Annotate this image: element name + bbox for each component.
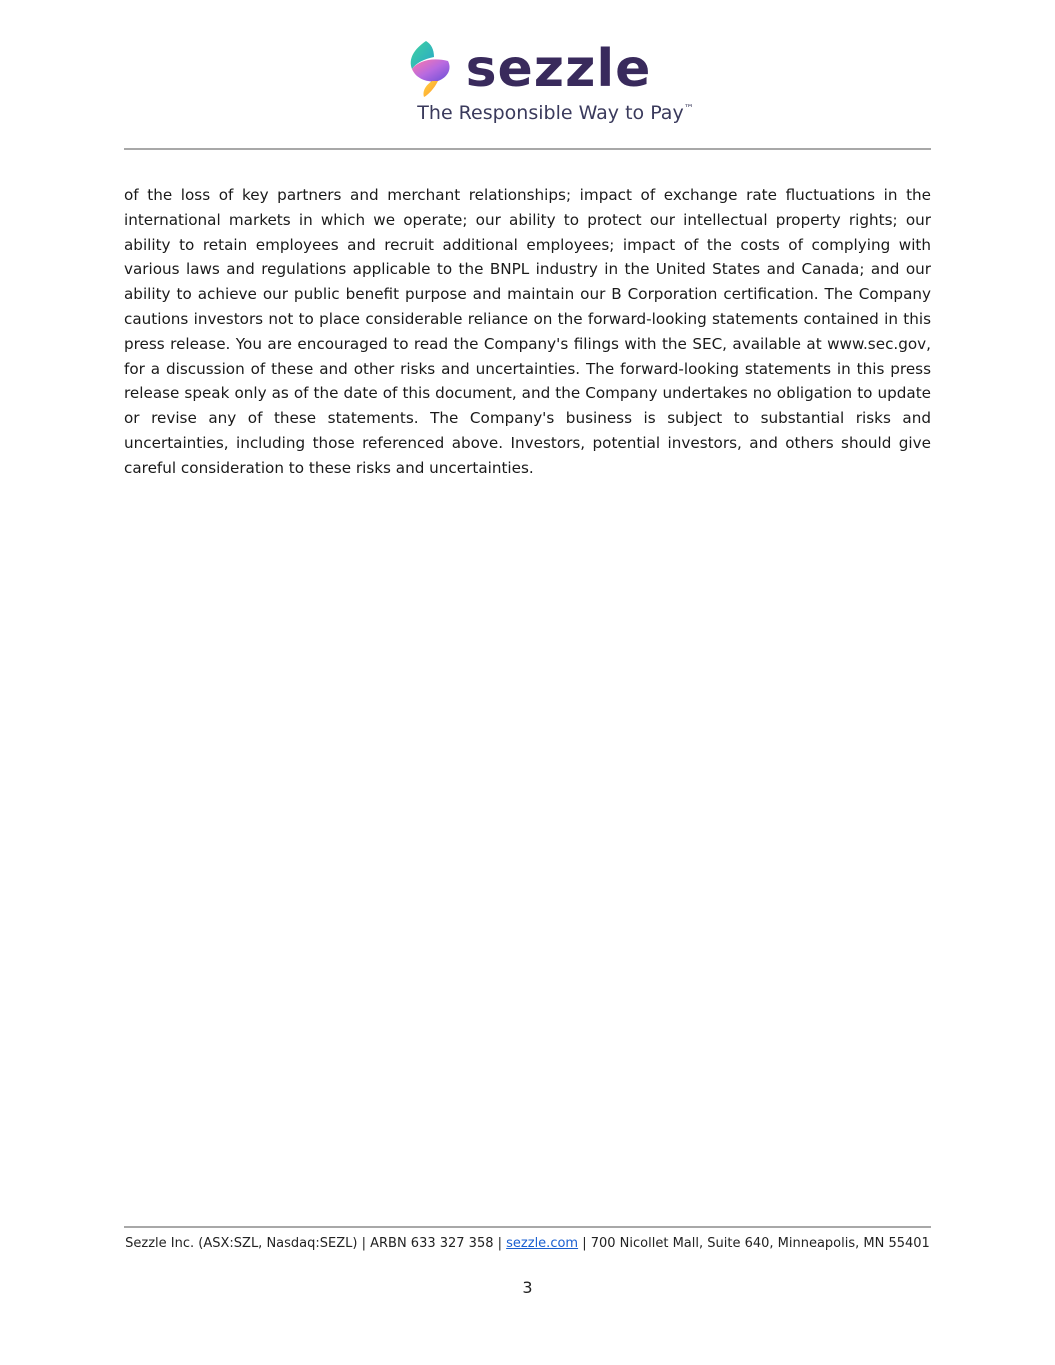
header-divider [124, 148, 931, 150]
footer-website-link[interactable]: sezzle.com [506, 1236, 579, 1251]
footer [124, 1236, 931, 1251]
sezzle-leaf-icon [404, 39, 456, 99]
footer-suffix: | 700 Nicollet Mall, Suite 640, Minneapolis, MN 55401 [578, 1236, 930, 1251]
page-header [0, 38, 1055, 124]
tagline-text: The Responsible Way to Pay [417, 102, 684, 124]
footer-divider [124, 1226, 931, 1228]
logo [0, 38, 1055, 100]
footer-prefix: Sezzle Inc. (ASX:SZL, Nasdaq:SEZL) | ARBN 633 327 358 | [125, 1236, 507, 1251]
page-number: 3 [522, 1278, 533, 1297]
brand-wordmark: sezzle [465, 39, 652, 99]
tagline [0, 102, 1055, 124]
body-paragraph: of the loss of key partners and merchant relationships; impact of exchange rate fluctuations in the international markets in which we operate; our ability to protect our intellectual property rights; our ability to retain employees and recruit additional employees; impact of the costs of complying with various laws and regulations applicable to the BNPL industry in the United States and Canada; and our ability to achieve our public benefit purpose and maintain our B Corporation certification. The Company cautions investors not to place considerable reliance on the forward-looking statements contained in this press release. You are encouraged to read the Company's filings with the SEC, available at www.sec.gov, for a discussion of these and other risks and uncertainties. The forward-looking statements in this press release speak only as of the date of this document, and the Company undertakes no obligation to update or revise any of these statements. The Company's business is subject to substantial risks and uncertainties, including those referenced above. Investors, potential investors, and others should give careful consideration to these risks and uncertainties. [124, 186, 931, 477]
trademark-symbol: ™ [683, 103, 694, 115]
